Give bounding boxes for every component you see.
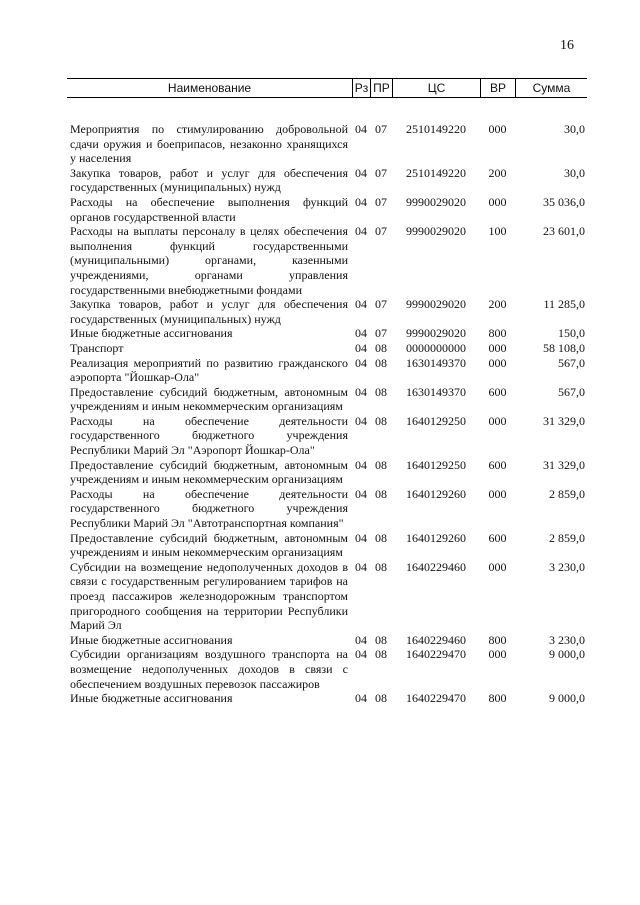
row-cs: 2510149220 — [406, 122, 466, 136]
row-cs: 9990029020 — [406, 224, 466, 239]
row-pr: 08 — [375, 384, 387, 399]
table-row — [67, 647, 587, 691]
row-cs: 9990029020 — [406, 194, 466, 209]
budget-table — [67, 78, 587, 706]
row-rz: 04 — [355, 691, 367, 706]
row-sum: 11 285,0 — [543, 297, 585, 312]
row-rz: 04 — [355, 122, 367, 136]
row-vr: 200 — [488, 165, 507, 180]
row-name: Иные бюджетные ассигнования — [70, 691, 233, 706]
row-rz: 04 — [355, 165, 367, 180]
row-cs: 9990029020 — [406, 297, 466, 312]
row-name: Закупка товаров, работ и услуг для обеспечения государственных (муниципальных) нужд — [70, 297, 348, 326]
row-vr: 000 — [488, 122, 507, 136]
row-cs: 1640129250 — [406, 457, 466, 472]
header-cs: ЦС — [392, 79, 480, 97]
row-rz: 04 — [355, 224, 367, 239]
row-rz: 04 — [355, 297, 367, 312]
table-row — [67, 487, 587, 531]
row-rz: 04 — [355, 530, 367, 545]
row-name: Иные бюджетные ассигнования — [70, 632, 233, 647]
row-sum: 31 329,0 — [543, 457, 585, 472]
row-sum: 567,0 — [558, 384, 585, 399]
row-cs: 1640229460 — [406, 632, 466, 647]
row-rz: 04 — [355, 355, 367, 370]
row-cs: 1640229470 — [406, 691, 466, 706]
row-pr: 08 — [375, 647, 387, 662]
row-pr: 08 — [375, 530, 387, 545]
row-rz: 04 — [355, 559, 367, 574]
table-row — [67, 166, 587, 195]
row-sum: 58 108,0 — [543, 340, 585, 355]
row-pr: 07 — [375, 165, 387, 180]
row-sum: 2 859,0 — [549, 530, 585, 545]
row-cs: 1630149370 — [406, 355, 466, 370]
row-cs: 0000000000 — [406, 340, 466, 355]
row-vr: 000 — [488, 413, 507, 428]
row-cs: 1640229460 — [406, 559, 466, 574]
row-vr: 000 — [488, 194, 507, 209]
table-row — [67, 414, 587, 458]
table-row — [67, 195, 587, 224]
row-name: Транспорт — [70, 340, 124, 355]
table-row — [67, 356, 587, 385]
table-row — [67, 224, 587, 297]
row-sum: 567,0 — [558, 355, 585, 370]
row-pr: 08 — [375, 632, 387, 647]
row-name: Субсидии организациям воздушного транспорта на возмещение недополученных доходов в связи с обеспечением воздушных перевозок пассажиров — [70, 647, 348, 691]
row-sum: 150,0 — [558, 326, 585, 341]
row-rz: 04 — [355, 413, 367, 428]
row-vr: 600 — [488, 530, 507, 545]
row-cs: 1630149370 — [406, 384, 466, 399]
row-name: Мероприятия по стимулированию добровольной сдачи оружия и боеприпасов, незаконно хранящихся у населения — [70, 122, 348, 166]
table-row — [67, 297, 587, 326]
row-rz: 04 — [355, 384, 367, 399]
row-cs: 1640129260 — [406, 486, 466, 501]
table-row — [67, 691, 587, 706]
row-name: Закупка товаров, работ и услуг для обеспечения государственных (муниципальных) нужд — [70, 165, 348, 195]
row-sum: 30,0 — [564, 122, 585, 136]
table-row — [67, 341, 587, 356]
row-pr: 08 — [375, 457, 387, 472]
row-vr: 800 — [488, 691, 507, 706]
row-pr: 08 — [375, 486, 387, 501]
row-vr: 100 — [488, 224, 507, 239]
row-name: Расходы на выплаты персоналу в целях обеспечения выполнения функций государственными (муниципальными) органами, казенными учреждениями, органами управления государственными внебюджетными фондами — [70, 224, 348, 297]
table-body — [67, 98, 587, 706]
header-vr: ВР — [480, 79, 515, 97]
table-row — [67, 633, 587, 648]
table-header — [67, 78, 587, 98]
row-pr: 08 — [375, 413, 387, 428]
row-rz: 04 — [355, 340, 367, 355]
row-vr: 000 — [488, 340, 507, 355]
table-row — [67, 458, 587, 487]
row-rz: 04 — [355, 457, 367, 472]
page-number: 16 — [560, 38, 574, 53]
row-name: Предоставление субсидий бюджетным, автономным учреждениям и иным некоммерческим организациям — [70, 457, 348, 487]
row-name: Иные бюджетные ассигнования — [70, 326, 233, 341]
row-name: Предоставление субсидий бюджетным, автономным учреждениям и иным некоммерческим организациям — [70, 530, 348, 560]
row-pr: 07 — [375, 224, 387, 239]
header-rz: Рз — [352, 79, 370, 97]
table-row — [67, 122, 587, 166]
row-name: Расходы на обеспечение выполнения функций органов государственной власти — [70, 194, 348, 224]
row-sum: 23 601,0 — [543, 224, 585, 239]
row-cs: 9990029020 — [406, 326, 466, 341]
row-vr: 600 — [488, 384, 507, 399]
row-sum: 9 000,0 — [549, 647, 585, 662]
row-pr: 08 — [375, 559, 387, 574]
row-sum: 35 036,0 — [543, 194, 585, 209]
row-sum: 3 230,0 — [549, 632, 585, 647]
row-vr: 000 — [488, 559, 507, 574]
table-row — [67, 560, 587, 633]
row-cs: 1640129260 — [406, 530, 466, 545]
row-pr: 07 — [375, 122, 387, 136]
row-pr: 08 — [375, 340, 387, 355]
row-sum: 31 329,0 — [543, 413, 585, 428]
row-pr: 07 — [375, 326, 387, 341]
row-sum: 2 859,0 — [549, 486, 585, 501]
header-sum: Сумма — [515, 79, 587, 97]
row-name: Реализация мероприятий по развитию гражданского аэропорта "Йошкар-Ола" — [70, 355, 348, 385]
row-rz: 04 — [355, 326, 367, 341]
row-vr: 200 — [488, 297, 507, 312]
row-name: Предоставление субсидий бюджетным, автономным учреждениям и иным некоммерческим организациям — [70, 384, 348, 414]
row-vr: 000 — [488, 355, 507, 370]
table-row — [67, 385, 587, 414]
header-pr: ПР — [370, 79, 392, 97]
row-rz: 04 — [355, 486, 367, 501]
row-cs: 1640229470 — [406, 647, 466, 662]
row-vr: 000 — [488, 486, 507, 501]
row-rz: 04 — [355, 647, 367, 662]
row-rz: 04 — [355, 194, 367, 209]
row-pr: 07 — [375, 194, 387, 209]
row-vr: 600 — [488, 457, 507, 472]
row-name: Субсидии на возмещение недополученных доходов в связи с государственным регулированием тарифов на проезд пассажиров железнодорожным транспортом пригородного сообщения на территории Республики Марий Эл — [70, 559, 348, 633]
row-vr: 000 — [488, 647, 507, 662]
row-vr: 800 — [488, 326, 507, 341]
row-cs: 2510149220 — [406, 165, 466, 180]
table-row — [67, 531, 587, 560]
row-vr: 800 — [488, 632, 507, 647]
row-sum: 30,0 — [564, 165, 585, 180]
row-pr: 07 — [375, 297, 387, 312]
table-row — [67, 326, 587, 341]
row-rz: 04 — [355, 632, 367, 647]
row-pr: 08 — [375, 691, 387, 706]
row-sum: 9 000,0 — [549, 691, 585, 706]
row-sum: 3 230,0 — [549, 559, 585, 574]
header-name: Наименование — [167, 81, 252, 95]
row-name: Расходы на обеспечение деятельности государственного бюджетного учреждения Республики Марий Эл "Аэропорт Йошкар-Ола" — [70, 413, 348, 458]
row-cs: 1640129250 — [406, 413, 466, 428]
row-pr: 08 — [375, 355, 387, 370]
row-name: Расходы на обеспечение деятельности государственного бюджетного учреждения Республики Марий Эл "Автотранспортная компания" — [70, 486, 348, 531]
